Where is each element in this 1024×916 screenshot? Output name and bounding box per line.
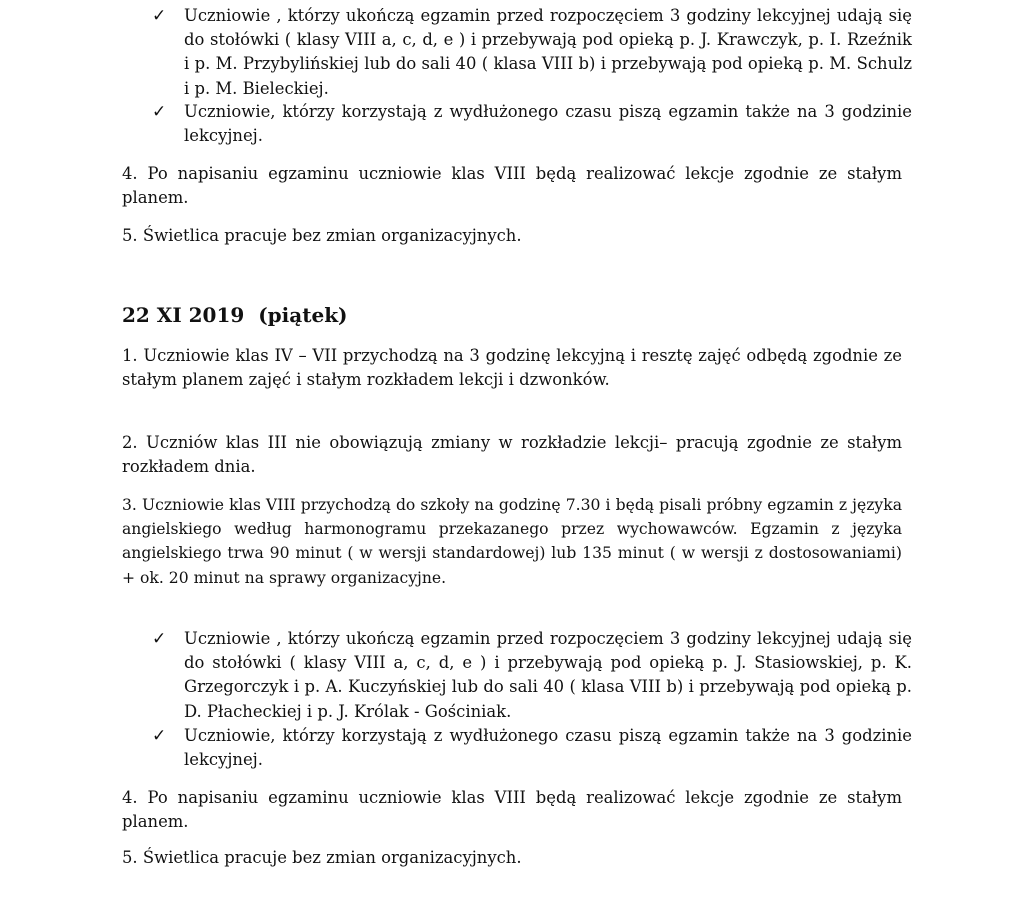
paragraph-4: 4. Po napisaniu egzaminu uczniowie klas VIII będą realizować lekcje zgodnie ze stałym planem. — [122, 788, 902, 832]
bullet-text: Uczniowie, którzy korzystają z wydłużonego czasu piszą egzamin także na 3 godzinie lekcyjnej. — [184, 102, 912, 146]
check-icon: ✓ — [152, 629, 167, 649]
check-icon: ✓ — [152, 726, 167, 746]
list-item — [152, 4, 912, 101]
paragraph-3: 3. Uczniowie klas VIII przychodzą do szkoły na godzinę 7.30 i będą pisali próbny egzamin z języka angielskiego według harmonogramu przekazanego przez wychowawców. Egzamin z języka angielskiego trwa 90 minut ( w wersji standardowej) lub 135 minut ( w wersji z dostosowaniami) + ok. 20 minut na sprawy organizacyjne. — [122, 496, 902, 587]
list-item — [152, 724, 912, 772]
paragraph-4: 4. Po napisaniu egzaminu uczniowie klas VIII będą realizować lekcje zgodnie ze stałym planem. — [122, 164, 902, 208]
check-icon: ✓ — [152, 102, 167, 122]
check-icon: ✓ — [152, 6, 167, 26]
paragraph-5: 5. Świetlica pracuje bez zmian organizacyjnych. — [122, 226, 522, 245]
bullet-text: Uczniowie , którzy ukończą egzamin przed rozpoczęciem 3 godziny lekcyjnej udają się do stołówki ( klasy VIII a, c, d, e ) i przebywają pod opieką p. J. Krawczyk, p. I. Rzeźnik i p. M. Przybylińskiej lub do sali 40 ( klasa VIII b) i przebywają pod opieką p. M. Schulz i p. M. Bieleckiej. — [184, 6, 912, 98]
paragraph-5: 5. Świetlica pracuje bez zmian organizacyjnych. — [122, 848, 522, 867]
section-heading: 22 XI 2019 (piątek) — [122, 303, 348, 327]
list-item — [152, 627, 912, 724]
bullet-text: Uczniowie, którzy korzystają z wydłużonego czasu piszą egzamin także na 3 godzinie lekcyjnej. — [184, 726, 912, 770]
list-item — [152, 100, 912, 148]
paragraph-2: 2. Uczniów klas III nie obowiązują zmiany w rozkładzie lekcji– pracują zgodnie ze stałym rozkładem dnia. — [122, 433, 902, 477]
paragraph-1: 1. Uczniowie klas IV – VII przychodzą na 3 godzinę lekcyjną i resztę zajęć odbędą zgodnie ze stałym planem zajęć i stałym rozkładem lekcji i dzwonków. — [122, 346, 902, 390]
bullet-text: Uczniowie , którzy ukończą egzamin przed rozpoczęciem 3 godziny lekcyjnej udają się do stołówki ( klasy VIII a, c, d, e ) i przebywają pod opieką p. J. Stasiowskiej, p. K. Grzegorczyk i p. A. Kuczyńskiej lub do sali 40 ( klasa VIII b) i przebywają pod opieką p. D. Płacheckiej i p. J. Królak - Gościniak. — [184, 629, 912, 721]
